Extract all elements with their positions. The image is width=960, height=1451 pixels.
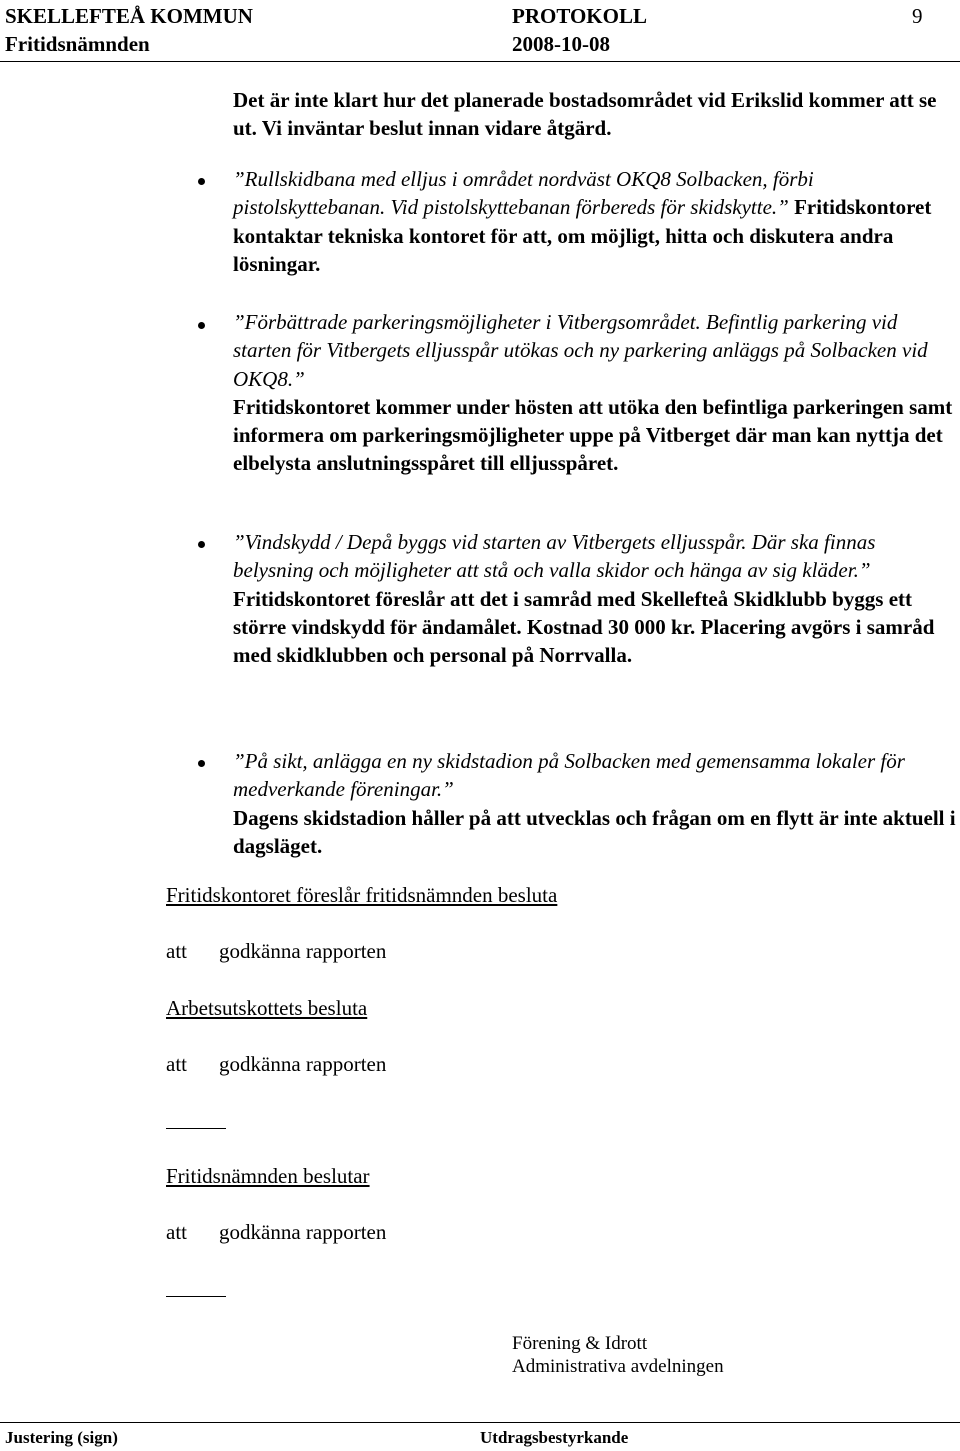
att-label: att [166, 1052, 187, 1076]
committee-heading: Arbetsutskottets besluta [166, 996, 368, 1020]
item-response: Fritidskontoret kommer under hösten att utöka den befintliga parkeringen samt informera om parkeringsmöjligheter uppe på Vitberget där man kan nyttja det elbelysta anslutningsspåret till elljusspåret. [233, 394, 953, 476]
separator-line [166, 1296, 226, 1297]
bullet-icon [198, 322, 205, 329]
item-quote: ”Förbättrade parkeringsmöjligheter i Vitbergsområdet. Befintlig parkering vid starten för Vitbergets elljusspår utökas och ny parkering anläggs på Solbacken vid OKQ8.” [233, 310, 928, 391]
intro-paragraph: Det är inte klart hur det planerade bostadsområdet vid Erikslid kommer att se ut. Vi inväntar beslut innan vidare åtgärd. [233, 88, 937, 141]
bullet-icon [198, 178, 205, 185]
item-response: Dagens skidstadion håller på att utvecklas och frågan om en flytt är inte aktuell i dagsläget. [233, 805, 956, 858]
page-number: 9 [912, 4, 923, 28]
item-response: Fritidskontoret kontaktar tekniska kontoret för att, om möjligt, hitta och diskutera andra lösningar. [233, 195, 932, 276]
list-item [233, 528, 958, 669]
item-quote: ”På sikt, anlägga en ny skidstadion på Solbacken med gemensamma lokaler för medverkande föreningar.” [233, 749, 905, 802]
list-item [233, 308, 958, 478]
item-quote: ”Vindskydd / Depå byggs vid starten av Vitbergets elljusspår. Där ska finnas belysning och möjligheter att stå och valla skidor och hänga av sig kläder.” [233, 530, 876, 583]
document-type: PROTOKOLL [512, 4, 647, 28]
board-heading: Fritidsnämnden beslutar [166, 1164, 370, 1188]
proposal-heading: Fritidskontoret föreslår fritidsnämnden besluta [166, 883, 558, 907]
header-rule [0, 61, 960, 62]
committee-name: Fritidsnämnden [5, 32, 150, 56]
item-quote: ”Rullskidbana med elljus i området nordväst OKQ8 Solbacken, förbi pistolskyttebanan. Vid pistolskyttebanan förbereds för skidskytte.” [233, 167, 814, 220]
separator-line [166, 1128, 226, 1129]
item-response: Fritidskontoret föreslår att det i samråd med Skellefteå Skidklubb byggs ett större vindskydd för ändamålet. Kostnad 30 000 kr. Placering avgörs i samråd med skidklubben och personal på Norrvalla. [233, 586, 935, 668]
decision-text: godkänna rapporten [219, 939, 387, 963]
meeting-date: 2008-10-08 [512, 32, 610, 56]
org-name: SKELLEFTEÅ KOMMUN [5, 4, 253, 28]
att-label: att [166, 939, 187, 963]
justering-label: Justering (sign) [5, 1428, 118, 1447]
utdrag-label: Utdragsbestyrkande [480, 1428, 629, 1447]
decision-text: godkänna rapporten [219, 1220, 387, 1244]
att-label: att [166, 1220, 187, 1244]
distribution-line: Administrativa avdelningen [512, 1356, 724, 1377]
footer-rule [0, 1422, 960, 1423]
list-item [233, 747, 958, 860]
bullet-icon [198, 541, 205, 548]
decision-text: godkänna rapporten [219, 1052, 387, 1076]
distribution-line: Förening & Idrott [512, 1333, 648, 1354]
list-item [233, 165, 958, 278]
bullet-icon [198, 760, 205, 767]
